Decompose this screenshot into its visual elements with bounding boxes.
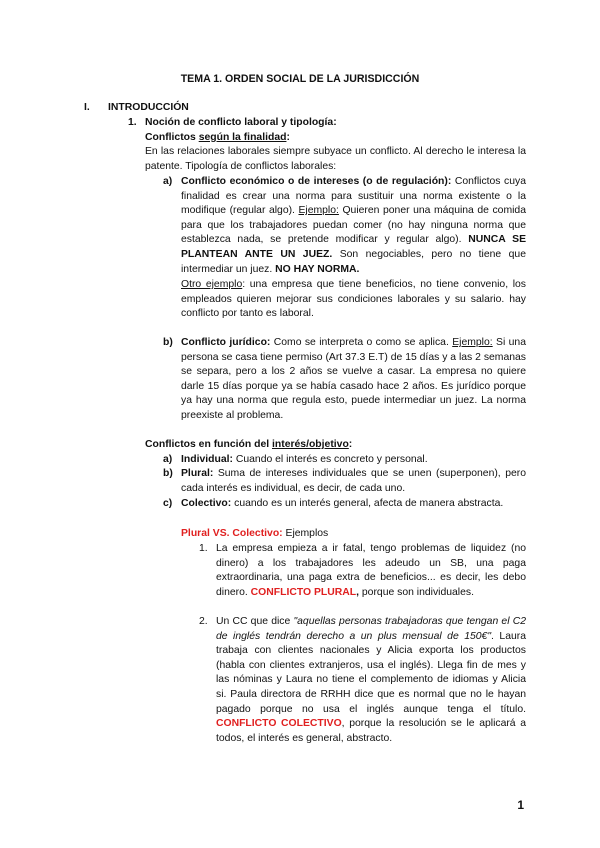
interes-item-text: Cuando el interés es concreto y personal.: [232, 454, 428, 465]
example-1-body: [216, 542, 526, 600]
item-b-example-label: Ejemplo:: [452, 337, 493, 348]
example-1-text: La empresa empieza a ir fatal, tengo problemas de liquidez (no dinero) a los trabajadores les adeudo un SB, una paga extraordinaria, una paga extra de beneficios... es decir, les debo dinero.: [216, 543, 526, 598]
example-2-quote: "aquellas personas trabajadoras que tengan el C2 de inglés tendrán derecho a un plus mensual de 150€": [216, 616, 526, 642]
item-a-label: a): [163, 176, 173, 187]
example-2-red: CONFLICTO COLECTIVO: [216, 718, 342, 730]
item-a-other-example: [181, 278, 526, 322]
interes-heading-prefix: Conflictos en función del: [145, 439, 272, 450]
item-a-text3: Son negociables, pero no tiene que intermediar un juez.: [181, 248, 526, 275]
section-heading: INTRODUCCIÓN: [108, 102, 189, 113]
interes-item-label: b): [163, 468, 173, 479]
item-a-body: [181, 175, 526, 277]
document-title: TEMA 1. ORDEN SOCIAL DE LA JURISDICCIÓN: [180, 73, 420, 85]
item-b-text1: Como se interpreta o como se aplica.: [270, 337, 453, 348]
example-2-text1: Un CC que dice: [216, 616, 294, 627]
item-a-other-text: : una empresa que tiene beneficios, no tiene convenio, los empleados quieren mejorar sus condiciones laborales y su salario. hay conflicto por tanto es laboral.: [181, 279, 526, 320]
interes-item-plural: [181, 467, 526, 496]
example-2-number: 2.: [199, 616, 208, 627]
interes-item-colectivo: [181, 497, 526, 512]
item-a-strong2: NO HAY NORMA.: [275, 263, 360, 275]
finalidad-heading: [145, 131, 290, 146]
item-a-example-label: Ejemplo:: [298, 205, 339, 217]
item-b-label: b): [163, 337, 173, 348]
item-a-text2: Quieren poner una máquina de comida para que los trabajadores puedan comer (no hay ninguna norma que establezca nada, se pretende modificar y regular algo).: [181, 205, 526, 246]
example-2-text2: . Laura trabaja con clientes nacionales y Alicia exporta los productos (habla con clientes extranjeros, usa el inglés). Llega fin de mes y las nóminas y Laura no tiene el complemento de idiomas y Alicia si. Paula directora de RRHH dice que es normal que no le hayan pagado porque no usa el inglés aunque tenga el título.: [216, 630, 526, 715]
example-2-body: [216, 615, 526, 746]
example-2-tail: , porque la resolución se le aplicará a todos, el interés es general, abstracto.: [216, 718, 526, 744]
plural-vs-heading-rest: Ejemplos: [282, 528, 329, 539]
interes-item-text: cuando es un interés general, afecta de manera abstracta.: [231, 498, 504, 509]
example-1-tail: porque son individuales.: [359, 586, 474, 598]
plural-vs-heading: [181, 527, 328, 542]
item-b-body: [181, 336, 526, 424]
finalidad-heading-underlined: según la finalidad: [198, 132, 287, 143]
finalidad-heading-prefix: Conflictos: [145, 132, 199, 143]
interes-heading-suffix: :: [348, 439, 353, 450]
interes-heading-underlined: interés/objetivo: [272, 439, 349, 450]
interes-item-text: Suma de intereses individuales que se unen (superponen), pero cada interés es individual, es decir, de cada uno.: [181, 468, 526, 494]
example-1-red: CONFLICTO PLURAL: [250, 586, 357, 598]
interes-item-label: a): [163, 454, 173, 465]
interes-item-individual: [181, 453, 526, 468]
finalidad-heading-suffix: :: [286, 132, 290, 143]
example-1-comma: ,: [356, 586, 360, 598]
interes-item-title: Colectivo:: [181, 498, 232, 509]
item-a-text1: Conflictos cuya finalidad es crear una norma para sustituir una norma existente o la modifique (regular algo).: [181, 176, 527, 217]
section-numeral: I.: [84, 102, 90, 113]
item-a-strong1: NUNCA SE PLANTEAN ANTE UN JUEZ.: [181, 234, 526, 260]
interes-item-title: Plural:: [181, 468, 214, 479]
item-b-text2: Si una persona se casa tiene permiso (Art 37.3 E.T) de 15 días y a las 2 semanas se separa, pero a los 2 años se vuelve a casar. La empresa no quiere darle 15 días porque ya se había casado hace 2 años. Es jurídico porque ya hay una norma que regula esto, puede intermediar un juez. La norma preexiste al problema.: [181, 337, 526, 421]
item-a-title: Conflicto económico o de intereses (o de regulación):: [181, 176, 452, 187]
subsection-heading: Noción de conflicto laboral y tipología:: [145, 117, 337, 128]
interes-heading: [145, 438, 352, 453]
interes-item-label: c): [163, 498, 173, 509]
example-1-number: 1.: [199, 543, 208, 554]
subsection-number: 1.: [128, 117, 137, 128]
item-a-other-label: Otro ejemplo: [181, 279, 243, 290]
page-number: 1: [517, 798, 524, 812]
finalidad-intro: En las relaciones laborales siempre subyace un conflicto. Al derecho le interesa la patente. Tipología de conflictos laborales:: [145, 146, 526, 172]
interes-item-title: Individual:: [181, 454, 233, 465]
item-b-title: Conflicto jurídico:: [181, 337, 271, 348]
plural-vs-heading-red: Plural VS. Colectivo:: [181, 528, 283, 539]
